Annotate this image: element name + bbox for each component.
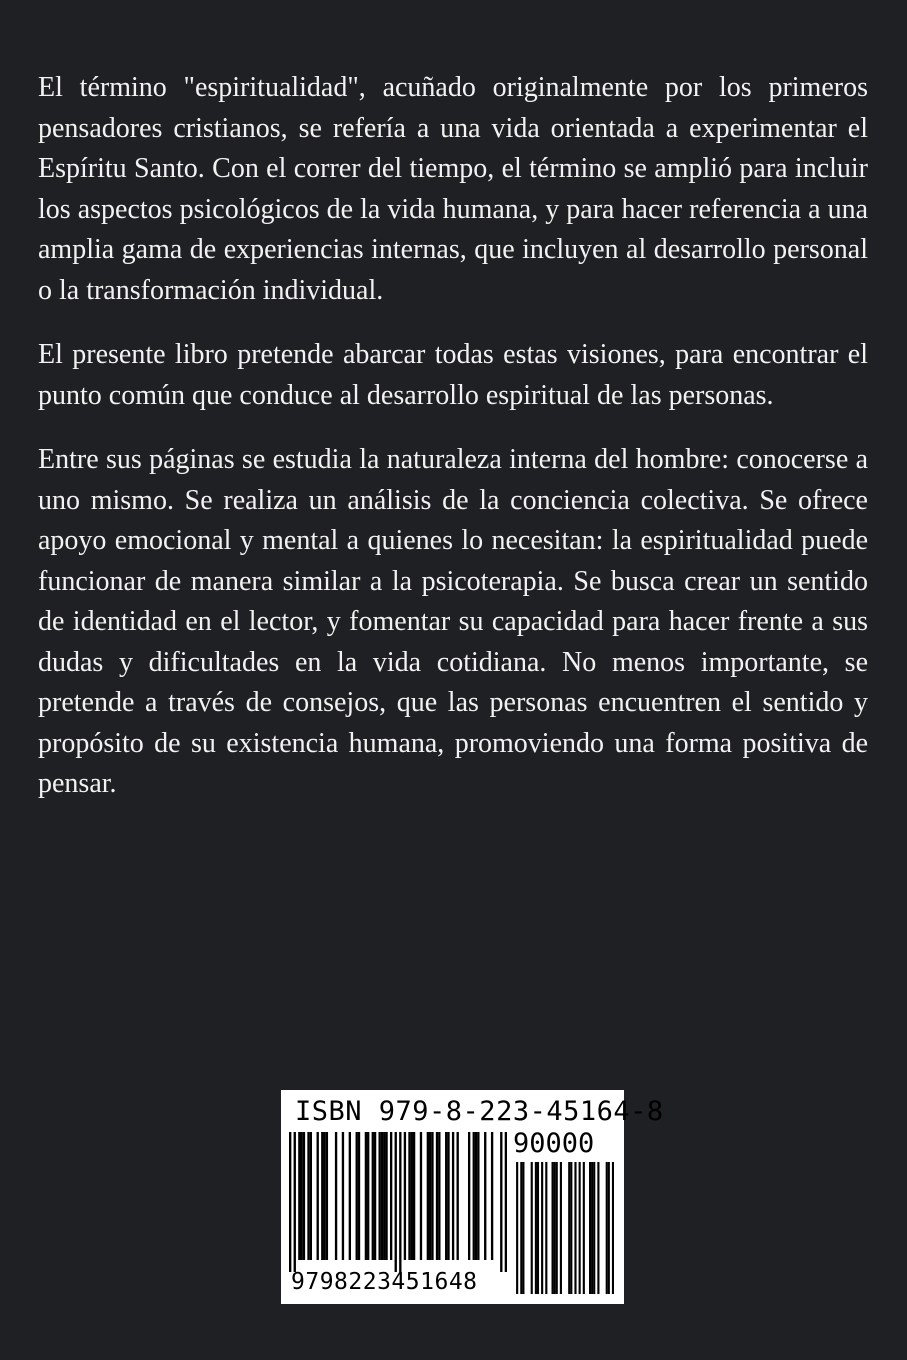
barcode-bar	[457, 1132, 459, 1260]
barcode-bar	[468, 1132, 470, 1260]
blurb-paragraph-1: El término "espiritualidad", acuñado originalmente por los primeros pensadores cristianos, se refería a una vida orientada a experimentar el Espíritu Santo. Con el correr del tiempo, el término se amplió para incluir los aspectos psicológicos de la vida humana, y para hacer referencia a una amplia gama de experiencias internas, que incluyen al desarrollo personal o la transformación individual.	[38, 72, 868, 306]
addon-bar	[531, 1162, 533, 1294]
barcode-bar	[399, 1132, 401, 1272]
addon-bar	[583, 1162, 585, 1294]
barcode-bar	[349, 1132, 351, 1260]
addon-bar	[522, 1162, 524, 1294]
addon-bar	[541, 1162, 543, 1294]
addon-bar	[570, 1162, 572, 1294]
barcode-bar	[447, 1132, 449, 1260]
barcode-bar	[378, 1132, 380, 1260]
addon-bar	[597, 1162, 599, 1294]
barcode-bar	[289, 1132, 291, 1272]
addon-bar	[568, 1162, 570, 1294]
addon-bar	[516, 1162, 518, 1294]
blurb-paragraph-3: Entre sus páginas se estudia la naturaleza interna del hombre: conocerse a uno mismo. Se realiza un análisis de la conciencia colectiva. Se ofrece apoyo emocional y mental a quienes lo necesitan: la espiritualidad puede funcionar de manera similar a la psicoterapia. Se busca crear un sentido de identidad en el lector, y fomentar su capacidad para hacer frente a sus dudas y dificultades en la vida cotidiana. No menos importante, se pretende a través de consejos, que las personas encuentren el sentido y propósito de su existencia humana, promoviendo una forma positiva de pensar.	[38, 444, 868, 799]
barcode-bar	[317, 1132, 319, 1260]
barcode-bar	[374, 1132, 376, 1260]
barcode-bar	[326, 1132, 328, 1260]
barcode-bar	[477, 1132, 479, 1260]
barcode-bar	[303, 1132, 305, 1260]
addon-bar	[560, 1162, 562, 1294]
barcode-bar	[381, 1132, 383, 1260]
barcode-bar	[431, 1132, 433, 1260]
barcode-bar	[390, 1132, 392, 1260]
barcode-bar	[445, 1132, 447, 1260]
barcode-bar	[358, 1132, 360, 1260]
barcode-bar	[356, 1132, 358, 1260]
barcode-bar	[475, 1132, 477, 1260]
barcode-bar	[505, 1132, 507, 1272]
barcode-bar	[321, 1132, 323, 1260]
addon-bar	[574, 1162, 576, 1294]
barcode-bar	[413, 1132, 415, 1260]
addon-bar	[545, 1162, 547, 1294]
barcode-bar	[385, 1132, 387, 1260]
barcode-bar	[323, 1132, 325, 1260]
ean-barcode-bars	[289, 1132, 507, 1272]
price-code: 90000	[513, 1128, 595, 1159]
barcode-bar	[473, 1132, 475, 1260]
barcode-bar	[429, 1132, 431, 1260]
barcode-bar	[298, 1132, 300, 1260]
barcode-bar	[310, 1132, 312, 1260]
barcode-bar	[342, 1132, 344, 1260]
ean-digits: 9798223451648	[291, 1269, 478, 1295]
addon-bar	[556, 1162, 558, 1294]
barcode-bar	[404, 1132, 406, 1260]
addon-bar	[612, 1162, 614, 1294]
barcode-bar	[383, 1132, 385, 1260]
barcode-bar	[335, 1132, 337, 1260]
barcode-bar	[411, 1132, 413, 1260]
isbn-barcode	[281, 1090, 664, 1304]
barcode-bar	[372, 1132, 374, 1260]
barcode-bar	[408, 1132, 410, 1260]
addon-bar	[579, 1162, 581, 1294]
barcode-bar	[307, 1132, 309, 1260]
barcode-bar	[500, 1132, 502, 1272]
addon-bar	[593, 1162, 595, 1294]
barcode-bar	[491, 1132, 493, 1260]
barcode-bar	[420, 1132, 422, 1260]
barcode-bar	[484, 1132, 486, 1260]
isbn-label: ISBN 979-8-223-45164-8	[295, 1096, 664, 1127]
barcode-bar	[367, 1132, 369, 1260]
barcode-bar	[395, 1132, 397, 1272]
addon-barcode-bars	[514, 1162, 614, 1294]
barcode-bar	[438, 1132, 440, 1260]
addon-bar	[606, 1162, 608, 1294]
barcode-bar	[427, 1132, 429, 1260]
addon-bar	[554, 1162, 556, 1294]
addon-bar	[520, 1162, 522, 1294]
addon-bar	[552, 1162, 554, 1294]
barcode-bar	[294, 1132, 296, 1272]
barcode-bar	[436, 1132, 438, 1260]
blurb-paragraph-2: El presente libro pretende abarcar todas estas visiones, para encontrar el punto común que conduce al desarrollo espiritual de las personas.	[38, 339, 868, 411]
addon-bar	[537, 1162, 539, 1294]
barcode-bar	[365, 1132, 367, 1260]
addon-bar	[535, 1162, 537, 1294]
addon-bar	[608, 1162, 610, 1294]
addon-bar	[589, 1162, 591, 1294]
addon-bar	[591, 1162, 593, 1294]
back-cover-blurb	[38, 68, 868, 829]
barcode-bar	[452, 1132, 454, 1260]
barcode-bar	[300, 1132, 302, 1260]
